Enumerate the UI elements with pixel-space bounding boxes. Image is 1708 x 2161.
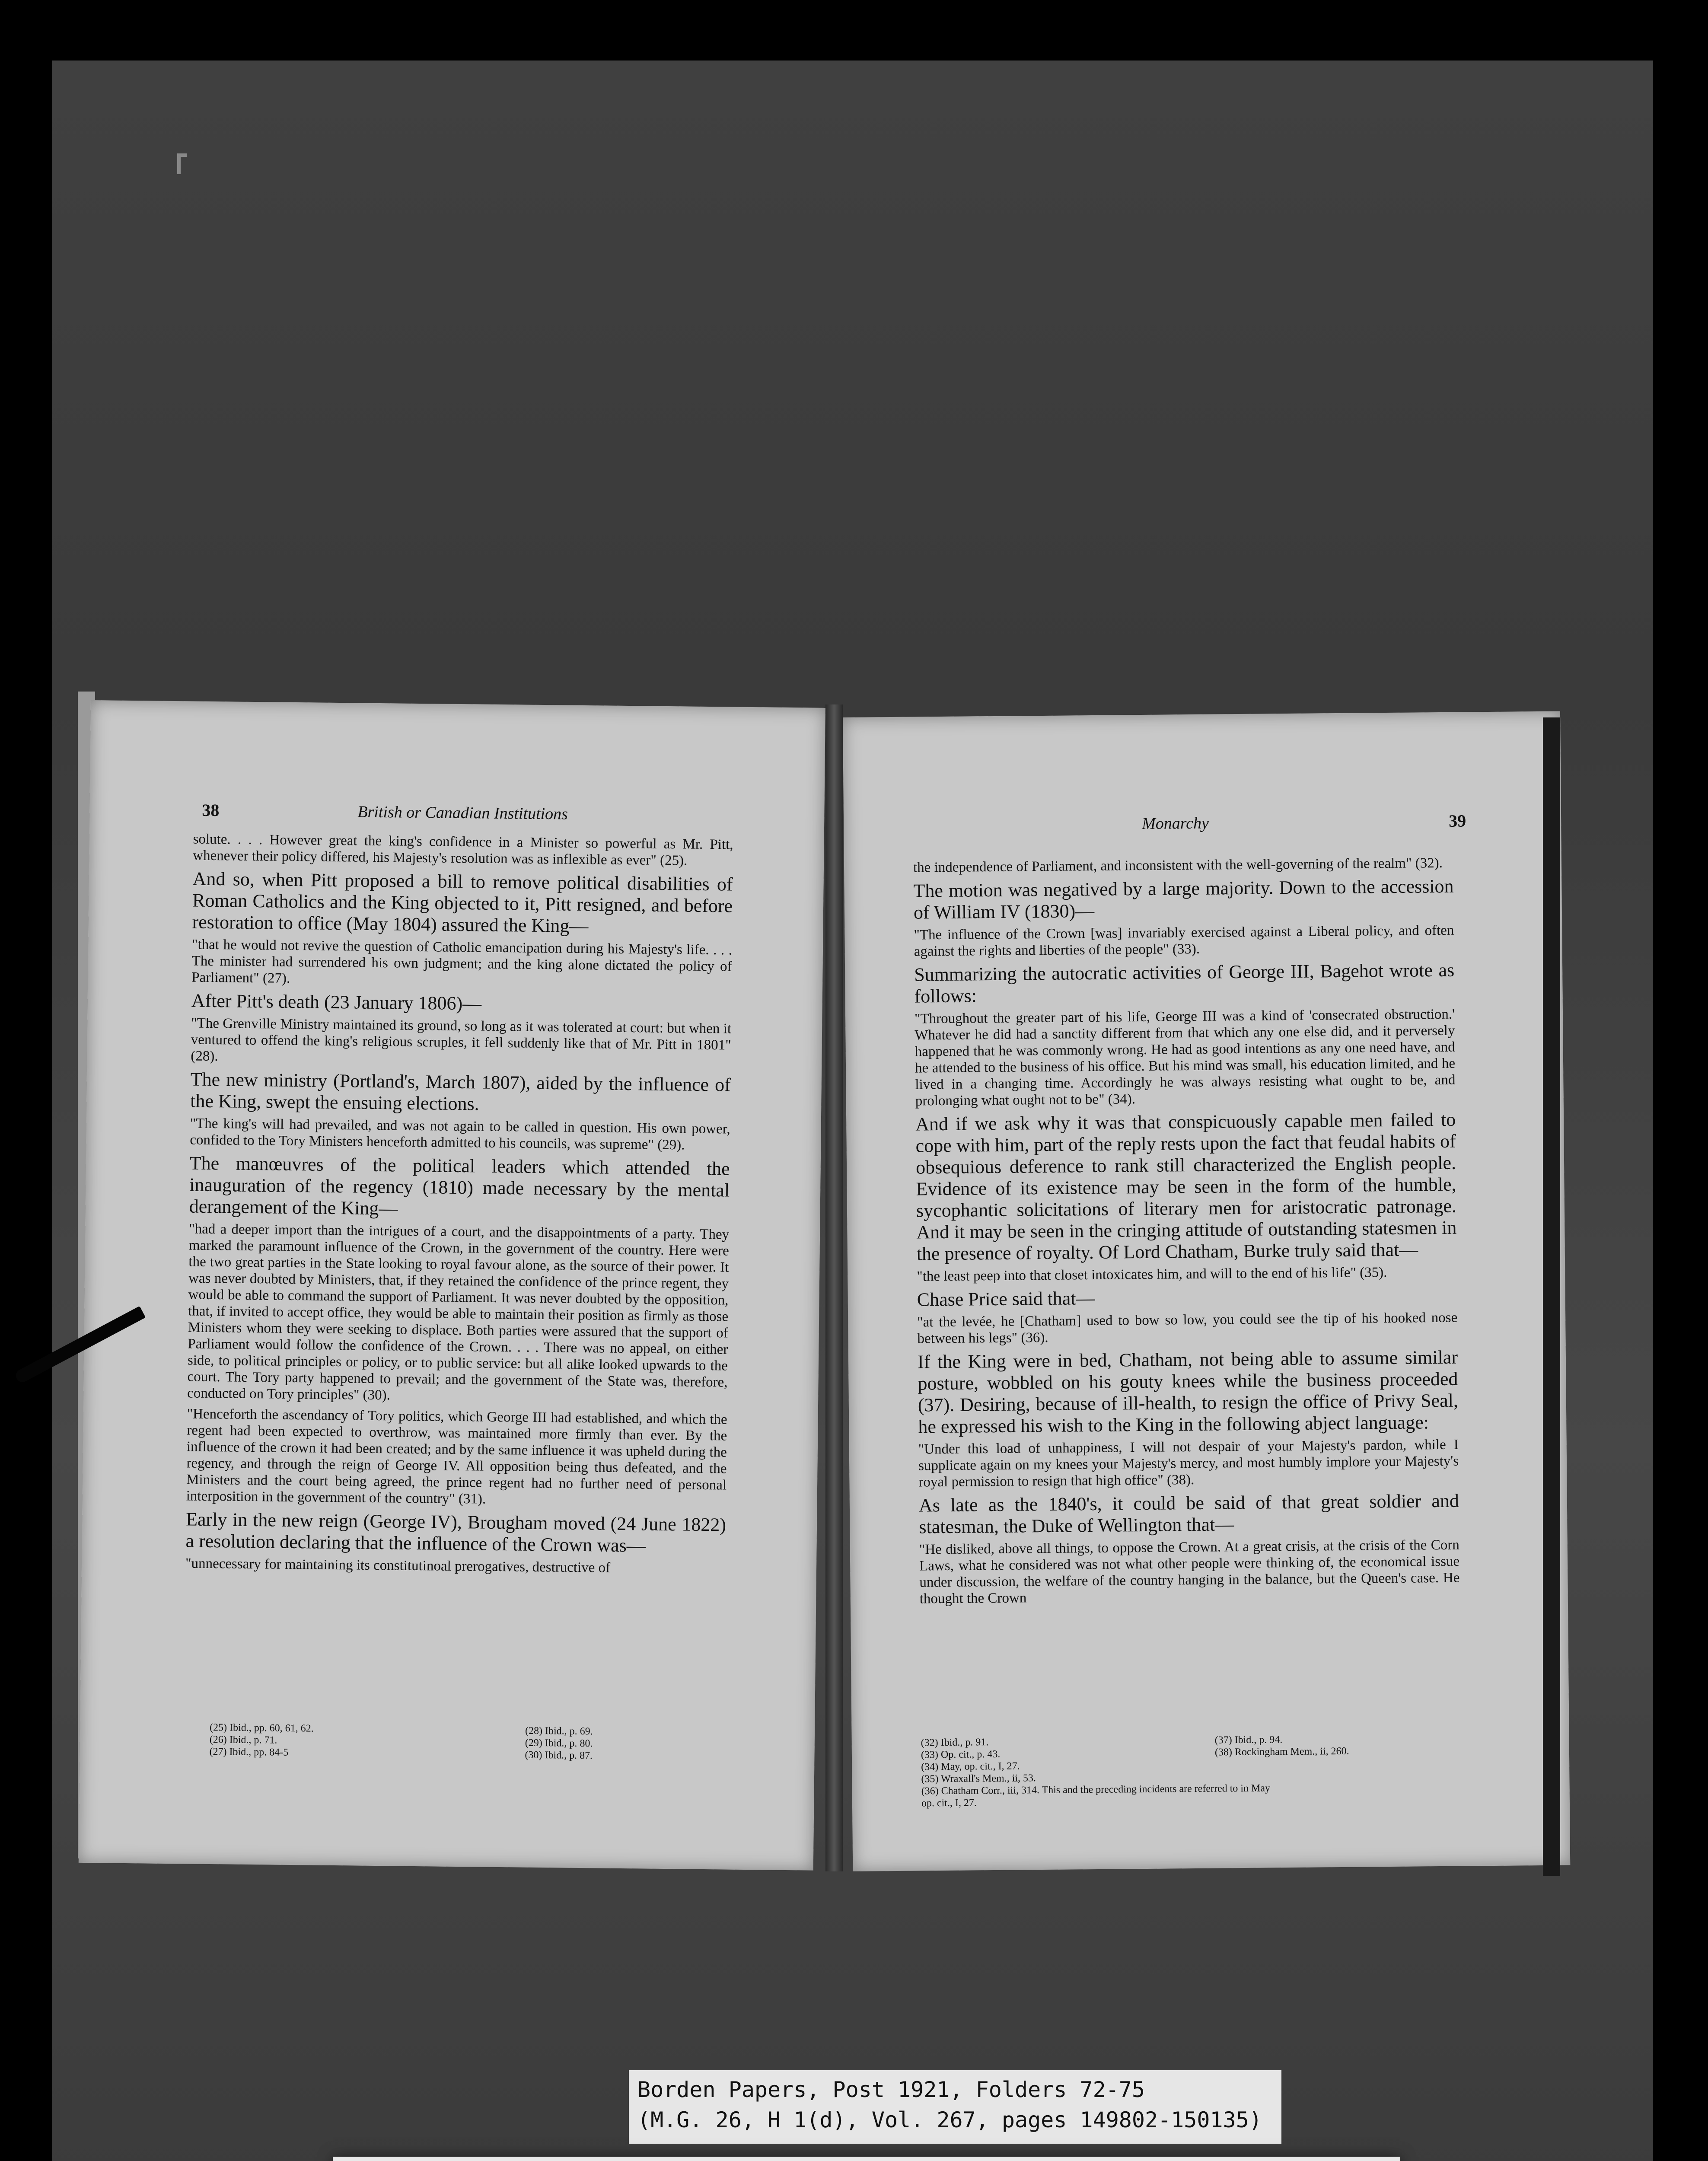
block-quote: "the least peep into that closet intoxicates him, and will to the end of his life" (35).: [917, 1265, 1387, 1284]
block-quote: "The Grenville Ministry maintained its ground, so long as it was tolerated at court: but when it ventured to offend the king's religious scruples, it fell suddenly like that of Mr. Pitt in 1801" (28).: [191, 1015, 732, 1065]
footnote: (26) Ibid., p. 71.: [209, 1734, 277, 1746]
footnote: (36) Chatham Corr., iii, 314. This and the preceding incidents are referred to in May: [921, 1782, 1271, 1797]
footnote: (27) Ibid., pp. 84-5: [209, 1746, 289, 1758]
footnote: (37) Ibid., p. 94.: [1214, 1734, 1283, 1746]
reference-slip: [629, 2070, 1281, 2144]
footnote: (30) Ibid., p. 87.: [525, 1749, 593, 1762]
paragraph: Chase Price said that—: [917, 1287, 1095, 1310]
footnote: op. cit., I, 27.: [921, 1797, 977, 1809]
block-quote: "unnecessary for maintaining its constitutinoal prerogatives, destructive of: [185, 1555, 611, 1576]
paragraph: And so, when Pitt proposed a bill to remove political disabilities of Roman Catholics and the King objected to it, Pitt resigned, and before restoration to office (May 1804) assured the King—: [192, 868, 733, 937]
right-page: [843, 711, 1570, 1871]
block-quote: "He disliked, above all things, to oppose the Crown. At a great crisis, at the crisis of the Corn Laws, what he considered was not what other people were thinking of, the economical issue under discussion, the welfare of the country hanging in the balance, but the Queen's case. He thought the Crown: [919, 1537, 1460, 1607]
footnotes-column-2: [1215, 1733, 1349, 1759]
paragraph: The motion was negatived by a large majority. Down to the accession of William IV (1830)—: [913, 875, 1454, 923]
paragraph: After Pitt's death (23 January 1806)—: [191, 990, 482, 1014]
footnote: (25) Ibid., pp. 60, 61, 62.: [209, 1722, 314, 1734]
paragraph: As late as the 1840's, it could be said of that great soldier and statesman, the Duke of Wellington that—: [918, 1490, 1459, 1538]
footnote: (38) Rockingham Mem., ii, 260.: [1214, 1745, 1349, 1758]
block-quote: "Throughout the greater part of his life, George III was a kind of 'consecrated obstruction.' Whatever he did had a sanctity different from that which any one else did, and it perversely happened that he was commonly wrong. He had as good intentions as any one need have, and he attended to the business of his office. But his mind was small, his education limited, and he lived in a changing time. Accordingly he was always resisting what ought to be, and prolonging what ought not to be" (34).: [914, 1006, 1456, 1109]
book-back-cover-edge: [1543, 717, 1560, 1876]
left-page: [79, 700, 825, 1871]
paragraph: If the King were in bed, Chatham, not being able to assume similar posture, wobbled on his gouty knees while the business proceeded (37). Desiring, because of ill-health, to resign the office of Privy Seal, he expressed his wish to the King in the following abject language:: [917, 1346, 1459, 1437]
slip-line-2: (M.G. 26, H 1(d), Vol. 267, pages 149802-150135): [637, 2107, 1262, 2132]
open-book: [78, 692, 1560, 1871]
block-quote: "The king's will had prevailed, and was not again to be called in question. His own power, confided to the Tory Ministers henceforth admitted to his councils, was supreme" (29).: [190, 1116, 730, 1153]
page-body: [913, 855, 1460, 1612]
block-quote: "Henceforth the ascendancy of Tory politics, which George III had established, and which the regent had been expected to overthrow, was maintained more firmly than ever. By the influence of the crown it had been created; and by the same influence it was upheld during the regency, and through the reign of George IV. All opposition being thus defeated, and the Ministers and the court being agreed, the prince regent had no further need of personal interposition in the government of the country" (31).: [186, 1406, 727, 1507]
book-gutter: [825, 704, 843, 1871]
footnote: (34) May, op. cit., I, 27.: [921, 1760, 1020, 1773]
paragraph: And if we ask why it was that conspicuously capable men failed to cope with him, part of the reply rests upon the fact that feudal habits of obsequious deference to rank still characterized the English people. Evidence of its existence may be seen in the form of the humble, sycophantic solicitations of literary men for aristocratic patronage. And it may be seen in the cringing attitude of outstanding statesmen in the presence of royalty. Of Lord Chatham, Burke truly said that—: [915, 1109, 1457, 1265]
footnotes-column-2: [525, 1725, 593, 1762]
footnote: (32) Ibid., p. 91.: [921, 1737, 989, 1749]
footnote: (35) Wraxall's Mem., ii, 53.: [921, 1772, 1036, 1785]
paragraph: The new ministry (Portland's, March 1807), aided by the influence of the King, swept the ensuing elections.: [190, 1068, 731, 1115]
running-head: British or Canadian Institutions: [357, 803, 568, 823]
paragraph: Early in the new reign (George IV), Brougham moved (24 June 1822) a resolution declaring that the influence of the Crown was—: [185, 1508, 727, 1556]
block-quote: solute. . . . However great the king's confidence in a Minister so powerful as Mr. Pitt, whenever their policy differed, his Majesty's resolution was as inflexible as ever" (25).: [193, 831, 733, 869]
page-number: 39: [1448, 811, 1466, 831]
block-quote: "that he would not revive the question of Catholic emancipation during his Majesty's life. . . . The minister had surrendered his own judgment; and the king alone dictated the policy of Parliament" (27).: [191, 937, 733, 986]
running-head: Monarchy: [1141, 814, 1209, 833]
footnotes-column-1: [209, 1721, 314, 1759]
block-quote: "had a deeper import than the intrigues of a court, and the disappointments of a party. They marked the paramount influence of the Crown, in the government of the country. Here were the two great parties in the State looking to royal favour alone, as the source of their power. It was never doubted by Ministers, that, if they retained the confidence of the prince regent, they would be able to command the support of Parliament. It was never doubted by the opposition, that, if invited to accept office, they would be able to maintain their position as firmly as those Ministers whom they were seeking to displace. Both parties were assured that the support of Parliament would follow the confidence of the Crown. . . . There was no appeal, on either side, to political principles or policy, or to public service: but all alike looked upwards to the court. The Tory party happened to prevail; and the government of the State was, therefore, conducted on Tory principles" (30).: [187, 1221, 730, 1403]
page-body: [185, 831, 733, 1581]
block-quote: "Under this load of unhappiness, I will not despair of your Majesty's pardon, while I supplicate again on my knees your Majesty's mercy, and most humbly implore your Majesty's royal permission to resign that high office" (38).: [918, 1437, 1459, 1490]
block-quote: "The influence of the Crown [was] invariably exercised against a Liberal policy, and often against the rights and liberties of the people" (33).: [914, 922, 1454, 959]
block-quote: "at the levée, he [Chatham] used to bow so low, you could see the tip of his hooked nose between his legs" (36).: [917, 1310, 1458, 1347]
archives-card: [333, 2157, 1400, 2161]
page-number: 38: [202, 800, 220, 820]
footnote: (28) Ibid., p. 69.: [525, 1725, 593, 1737]
footnote: (33) Op. cit., p. 43.: [921, 1748, 1001, 1761]
paragraph: Summarizing the autocratic activities of George III, Bagehot wrote as follows:: [914, 959, 1455, 1007]
footnote: (29) Ibid., p. 80.: [525, 1737, 593, 1750]
slip-line-1: Borden Papers, Post 1921, Folders 72-75: [637, 2077, 1145, 2102]
paragraph: The manœuvres of the political leaders which attended the inauguration of the regency (1810) made necessary by the mental derangement of the King—: [189, 1152, 730, 1219]
block-quote: the independence of Parliament, and inconsistent with the well-governing of the realm" (32).: [913, 855, 1443, 876]
frame-corner-mark: [177, 153, 187, 174]
